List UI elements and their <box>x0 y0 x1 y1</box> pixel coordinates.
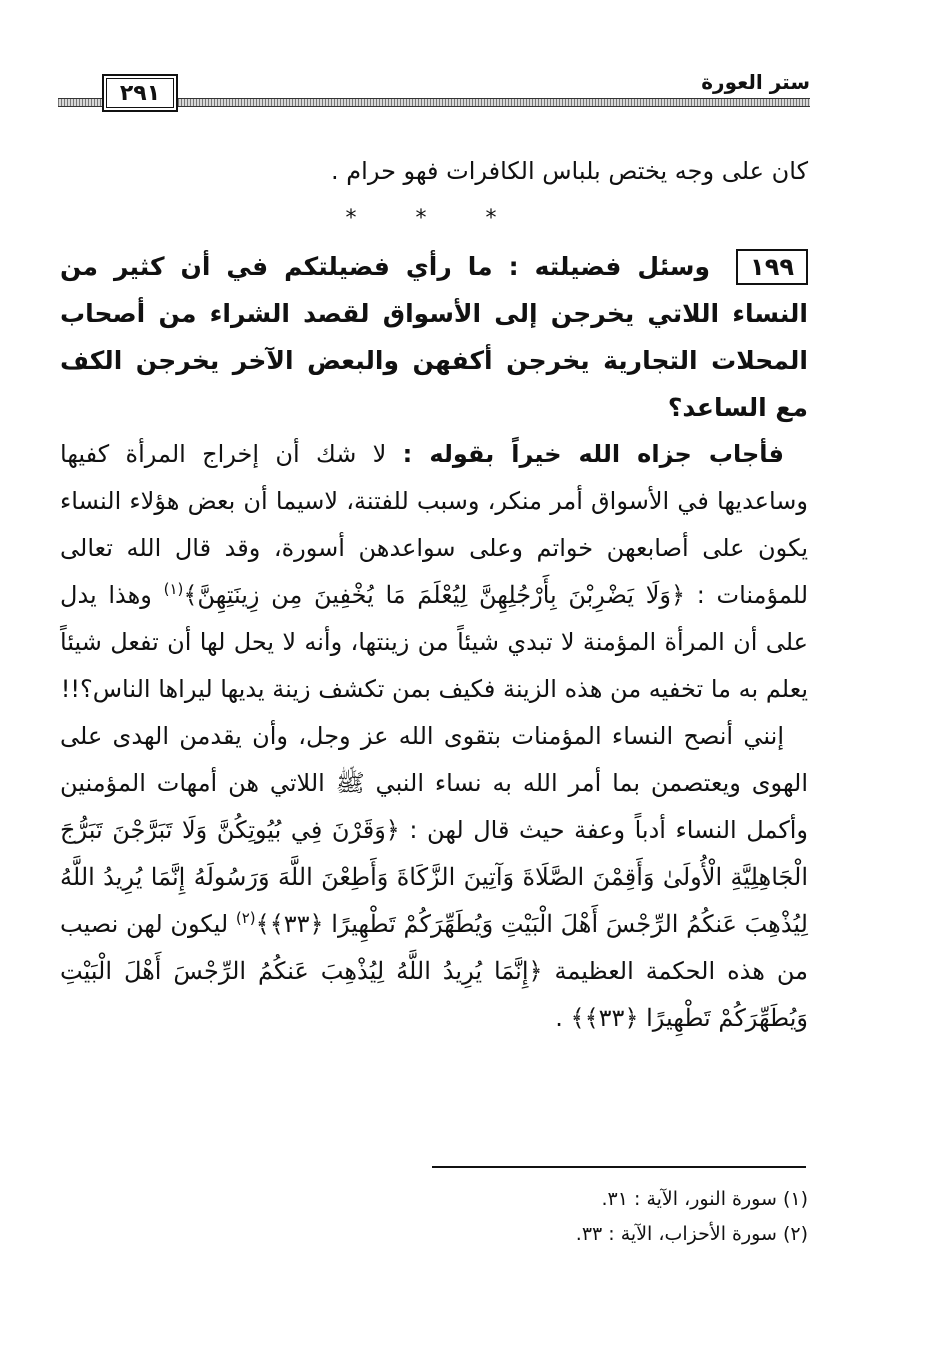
question-text: وسئل فضيلته : ما رأي فضيلتكم في أن كثير من النساء اللاتي يخرجن إلى الأسواق لقصد الشراء من أصحاب المحلات التجارية يخرجن أكفهن والبعض الآخر يخرجن الكف مع الساعد؟ <box>60 252 808 422</box>
question-paragraph <box>60 243 808 431</box>
advice-paragraph <box>60 713 808 1042</box>
answer-lead: فأجاب جزاه الله خيراً بقوله : <box>402 440 785 468</box>
answer-text-2: وهذا يدل على أن المرأة المؤمنة لا تبدي شيئاً من زينتها، وأنه لا يحل لها أن تفعل شيئاً يعلم به ما تخفيه من هذه الزينة فكيف بمن تكشف زينة يديها ليراها الناس؟!! <box>60 581 808 703</box>
footnote-divider <box>432 1166 806 1168</box>
answer-text-1: لا شك أن إخراج المرأة كفيها وساعديها في الأسواق أمر منكر، وسبب للفتنة، لاسيما أن بعض هؤلاء النساء يكون على أصابعهن خواتم وعلى سواعدهن أسورة، وقد قال الله تعالى للمؤمنات : <box>60 440 809 609</box>
footnote-ref-2: (٢) <box>235 909 256 927</box>
quran-verse-3: ﴿إِنَّمَا يُرِيدُ اللَّهُ لِيُذْهِبَ عَنكُمُ الرِّجْسَ أَهْلَ الْبَيْتِ وَيُطَهِّرَكُمْ تَطْهِيرًا ﴿٣٣﴾﴾ <box>60 957 808 1032</box>
page-header <box>58 64 810 116</box>
footnote-1: (١) سورة النور، الآية : ٣١. <box>601 1188 808 1210</box>
quran-verse-2: ﴿وَقَرْنَ فِي بُيُوتِكُنَّ وَلَا تَبَرَّجْنَ تَبَرُّجَ الْجَاهِلِيَّةِ الْأُولَىٰ وَأَقِمْنَ الصَّلَاةَ وَآتِينَ الزَّكَاةَ وَأَطِعْنَ اللَّهَ وَرَسُولَهُ إِنَّمَا يُرِيدُ اللَّهُ لِيُذْهِبَ عَنكُمُ الرِّجْسَ أَهْلَ الْبَيْتِ وَيُطَهِّرَكُمْ تَطْهِيرًا ﴿٣٣﴾﴾ <box>60 816 808 938</box>
section-separator: * * * <box>345 206 523 231</box>
quran-verse-1: ﴿وَلَا يَضْرِبْنَ بِأَرْجُلِهِنَّ لِيُعْلَمَ مَا يُخْفِينَ مِن زِينَتِهِنَّ﴾ <box>183 581 686 609</box>
page-number: ٢٩١ <box>102 74 178 112</box>
intro-line: كان على وجه يختص بلباس الكافرات فهو حرام . <box>331 157 808 185</box>
footnote-ref-1: (١) <box>163 580 184 598</box>
page-body <box>60 148 808 1042</box>
running-title: ستر العورة <box>691 70 810 94</box>
footnotes <box>576 1182 808 1252</box>
advice-end: . <box>555 1004 563 1032</box>
advice-text-1: إنني أنصح النساء المؤمنات بتقوى الله عز وجل، وأن يقدمن الهدى على الهوى ويعتصمن بما أمر الله به نساء النبي ﷺ اللاتي هن أمهات المؤمنين وأكمل النساء أدباً وعفة حيث قال لهن : <box>60 722 808 844</box>
answer-paragraph <box>60 431 808 713</box>
footnote-2: (٢) سورة الأحزاب، الآية : ٣٣. <box>575 1223 808 1245</box>
advice-text-2: ليكون لهن نصيب من هذه الحكمة العظيمة <box>60 910 809 985</box>
question-number: ١٩٩ <box>736 249 808 285</box>
